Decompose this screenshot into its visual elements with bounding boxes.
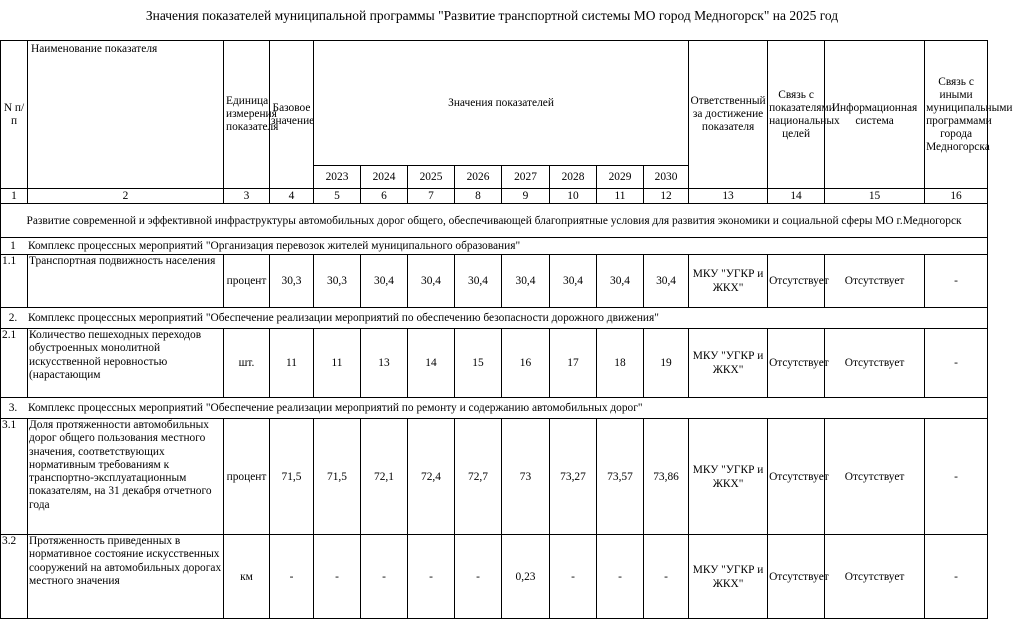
- indicator-value: 73,57: [597, 419, 644, 535]
- indicator-value: 73,27: [550, 419, 597, 535]
- header-base: Базовое значение: [270, 41, 314, 189]
- indicator-value: 14: [408, 329, 455, 398]
- indicator-value: 16: [502, 329, 550, 398]
- year-header: 2023: [314, 166, 361, 189]
- column-number: 4: [270, 189, 314, 204]
- indicator-value: 17: [550, 329, 597, 398]
- indicator-national: Отсутствует: [768, 255, 825, 308]
- indicator-national: Отсутствует: [768, 329, 825, 398]
- indicator-value: 30,4: [644, 255, 689, 308]
- indicator-value: 30,4: [361, 255, 408, 308]
- indicator-value: 30,4: [502, 255, 550, 308]
- year-header: 2028: [550, 166, 597, 189]
- indicator-base: 11: [270, 329, 314, 398]
- column-number: 9: [502, 189, 550, 204]
- indicator-links: -: [925, 329, 988, 398]
- indicator-links: -: [925, 535, 988, 619]
- indicator-unit: процент: [224, 255, 270, 308]
- column-numbers-row: [1, 189, 988, 204]
- indicator-row: [1, 255, 988, 308]
- indicator-value: 30,3: [314, 255, 361, 308]
- indicator-responsible: МКУ "УГКР и ЖКХ": [689, 329, 768, 398]
- column-number: 12: [644, 189, 689, 204]
- indicator-number: 3.2: [1, 535, 28, 619]
- indicator-links: -: [925, 419, 988, 535]
- column-number: 7: [408, 189, 455, 204]
- document-title: Значения показателей муниципальной программы "Развитие транспортной системы МО город Медногорск" на 2025 год: [145, 8, 839, 23]
- indicators-table: [0, 40, 1013, 619]
- indicator-info: Отсутствует: [825, 329, 925, 398]
- column-number: 10: [550, 189, 597, 204]
- indicator-row: [1, 329, 988, 398]
- indicator-name: Транспортная подвижность населения: [28, 255, 224, 308]
- indicator-row: [1, 419, 988, 535]
- indicator-value: 73: [502, 419, 550, 535]
- indicator-value: 19: [644, 329, 689, 398]
- header-unit: Единица измерения показателя: [224, 41, 270, 189]
- indicator-value: 13: [361, 329, 408, 398]
- column-number: 11: [597, 189, 644, 204]
- indicator-value: 30,4: [597, 255, 644, 308]
- indicator-base: 71,5: [270, 419, 314, 535]
- indicator-unit: км: [224, 535, 270, 619]
- section-title: Комплекс процессных мероприятий "Обеспечение реализации мероприятий по обеспечению безопасности дорожного движения": [28, 312, 659, 324]
- indicator-info: Отсутствует: [825, 255, 925, 308]
- indicator-value: 30,4: [408, 255, 455, 308]
- indicator-value: -: [455, 535, 502, 619]
- indicator-links: -: [925, 255, 988, 308]
- indicator-row: [1, 535, 988, 619]
- indicator-base: 30,3: [270, 255, 314, 308]
- header-info: Информационная система: [825, 41, 925, 189]
- indicator-value: 71,5: [314, 419, 361, 535]
- header-name: Наименование показателя: [28, 41, 224, 189]
- section-number: 3.: [8, 402, 18, 414]
- indicator-unit: процент: [224, 419, 270, 535]
- column-number: 1: [1, 189, 28, 204]
- section-number: 2.: [8, 312, 18, 324]
- indicator-number: 3.1: [1, 419, 28, 535]
- header-values: Значения показателей: [314, 41, 689, 166]
- indicator-value: 15: [455, 329, 502, 398]
- column-number: 2: [28, 189, 224, 204]
- indicator-name: Количество пешеходных переходов обустроенных монолитной искусственной неровностью (нарастающим: [28, 329, 224, 398]
- header-responsible: Ответственный за достижение показателя: [689, 41, 768, 189]
- indicator-responsible: МКУ "УГКР и ЖКХ": [689, 535, 768, 619]
- indicator-name: Доля протяженности автомобильных дорог общего пользования местного значения, соответствующих нормативным требованиям к транспортно-эксплуатационным показателям, на 31 декабря отчетного года: [28, 419, 224, 535]
- column-number: 15: [825, 189, 925, 204]
- header-num: N п/п: [1, 41, 28, 189]
- section-title-cell: [1, 398, 988, 419]
- year-header: 2027: [502, 166, 550, 189]
- column-number: 16: [925, 189, 988, 204]
- indicator-responsible: МКУ "УГКР и ЖКХ": [689, 255, 768, 308]
- indicator-responsible: МКУ "УГКР и ЖКХ": [689, 419, 768, 535]
- indicator-value: 0,23: [502, 535, 550, 619]
- indicator-value: 72,1: [361, 419, 408, 535]
- indicator-value: 18: [597, 329, 644, 398]
- indicator-value: -: [550, 535, 597, 619]
- section-row: [1, 398, 988, 419]
- year-header: 2024: [361, 166, 408, 189]
- section-row: [1, 238, 988, 255]
- indicator-info: Отсутствует: [825, 419, 925, 535]
- section-row: [1, 308, 988, 329]
- indicator-number: 2.1: [1, 329, 28, 398]
- indicator-value: 11: [314, 329, 361, 398]
- year-header: 2025: [408, 166, 455, 189]
- year-header: 2029: [597, 166, 644, 189]
- indicator-value: 72,7: [455, 419, 502, 535]
- indicator-value: 30,4: [550, 255, 597, 308]
- indicator-name: Протяженность приведенных в нормативное состояние искусственных сооружений на автомобильных дорогах местного значения: [28, 535, 224, 619]
- indicator-value: 30,4: [455, 255, 502, 308]
- indicator-value: -: [408, 535, 455, 619]
- column-number: 8: [455, 189, 502, 204]
- indicator-value: -: [597, 535, 644, 619]
- indicator-value: 72,4: [408, 419, 455, 535]
- header-national: Связь с показателями национальных целей: [768, 41, 825, 189]
- indicator-value: 73,86: [644, 419, 689, 535]
- header-links: Связь с иными муниципальными программами города Медногорска: [925, 41, 988, 189]
- indicator-value: -: [361, 535, 408, 619]
- column-number: 6: [361, 189, 408, 204]
- section-title: Комплекс процессных мероприятий "Организация перевозок жителей муниципального образования": [28, 240, 521, 252]
- goal-text: Развитие современной и эффективной инфраструктуры автомобильных дорог общего, обеспечивающей благоприятные условия для развития экономики и социальной сферы МО г.Медногорск: [1, 204, 988, 238]
- column-number: 5: [314, 189, 361, 204]
- indicator-base: -: [270, 535, 314, 619]
- indicator-value: -: [314, 535, 361, 619]
- indicator-number: 1.1: [1, 255, 28, 308]
- indicator-national: Отсутствует: [768, 535, 825, 619]
- section-title-cell: [1, 308, 988, 329]
- section-number: 1: [10, 240, 16, 252]
- indicator-national: Отсутствует: [768, 419, 825, 535]
- indicator-value: -: [644, 535, 689, 619]
- indicator-info: Отсутствует: [825, 535, 925, 619]
- column-number: 3: [224, 189, 270, 204]
- section-title-cell: [1, 238, 988, 255]
- section-title: Комплекс процессных мероприятий "Обеспечение реализации мероприятий по ремонту и содержанию автомобильных дорог": [28, 402, 643, 414]
- year-header: 2030: [644, 166, 689, 189]
- goal-row: [1, 204, 988, 238]
- year-header: 2026: [455, 166, 502, 189]
- header-row: [1, 41, 988, 166]
- column-number: 13: [689, 189, 768, 204]
- indicator-unit: шт.: [224, 329, 270, 398]
- column-number: 14: [768, 189, 825, 204]
